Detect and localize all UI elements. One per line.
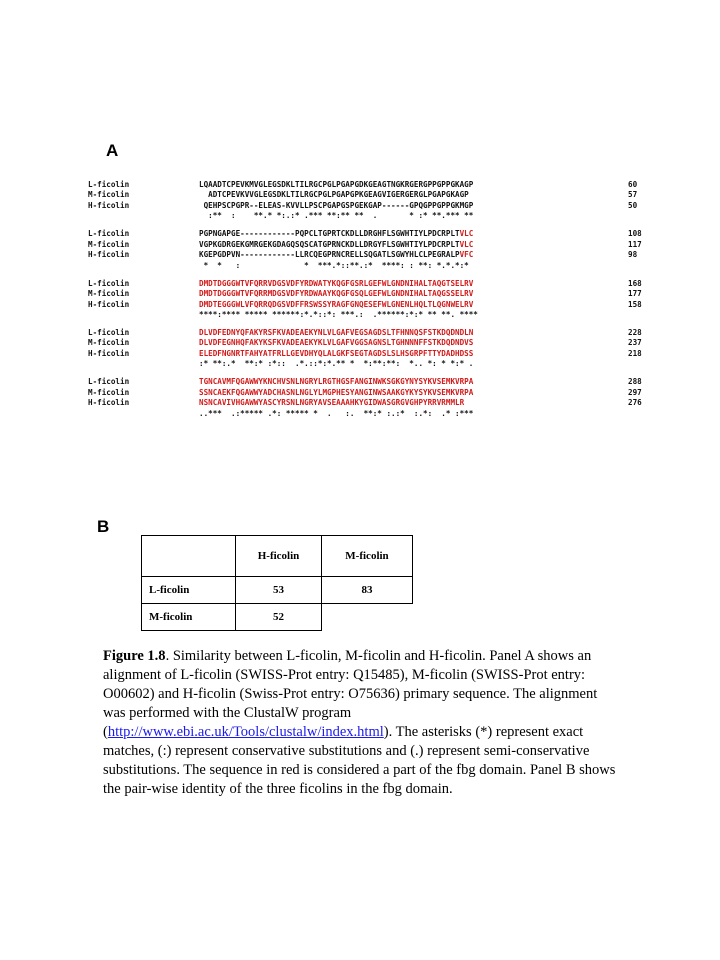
sequence-name: L-ficolin [88,328,130,338]
panel-a-label: A [106,141,119,160]
table-row [142,604,413,631]
residue-count: 60 [628,180,638,189]
fbg-domain-sequence: NSNCAVIVHGAWWYASCYRSNLNGRYAVSEAAAHKYGIDWASGRGVGHPYRRVRMMLR [199,398,465,408]
consensus-row [88,211,658,221]
residue-count: 98 [628,250,638,260]
residue-count: 117 [628,239,642,249]
consensus-row [88,261,658,271]
alignment-block [88,279,658,321]
alignment-row [88,377,658,387]
sequence-text: QEHPSCPGPR--ELEAS-KVVLLPSCPGAPGSPGEKGAP------GPQGPPGPPGKMGP [199,200,474,210]
alignment-row [88,300,658,310]
alignment-block [88,377,658,419]
sequence-text: PGPNGAPGE------------PQPCLTGPRTCKDLLDRGHFLSGWHTIYLPDCRPLT [199,229,460,239]
consensus-row [88,310,658,320]
alignment-block [88,328,658,370]
alignment-row [88,349,658,359]
residue-count: 228 [628,328,642,338]
residue-count: 57 [628,190,638,200]
table-corner-cell [142,536,236,577]
fbg-domain-sequence: DLVDFEDNYQFAKYRSFKVADEAEKYNLVLGAFVEGSAGDSLTFHNNQSFSTKDQDNDLN [199,328,474,338]
consensus-symbols: * * : * ***.*::**.:* ****: : **: *.*.*:* [199,260,469,270]
alignment-row [88,338,658,348]
consensus-symbols: ..*** .:***** .*: ***** * . :. **:* :.:* :.*: .* :*** [199,408,474,418]
row-header: L-ficolin [142,577,236,604]
table-header-row [142,536,413,577]
sequence-name: L-ficolin [88,377,130,387]
sequence-name: H-ficolin [88,398,130,408]
consensus-row [88,359,658,369]
sequence-name: L-ficolin [88,180,130,189]
fbg-domain-sequence: SSNCAEKFQGAWWYADCHASNLNGLYLMGPHESYANGINWSAAKGYKYSYKVSEMKVRPA [199,387,474,397]
residue-count: 50 [628,200,638,210]
residue-count: 158 [628,299,642,309]
alignment-row [88,279,658,289]
column-header: H-ficolin [236,536,322,577]
row-header: M-ficolin [142,604,236,631]
sequence-name: H-ficolin [88,250,130,260]
alignment-row [88,328,658,338]
identity-value: 53 [236,577,322,604]
sequence-name: M-ficolin [88,387,130,397]
identity-value: 52 [236,604,322,631]
residue-count: 237 [628,338,642,348]
sequence-name: M-ficolin [88,338,130,348]
figure-label: Figure 1.8 [103,648,166,664]
sequence-name: M-ficolin [88,239,130,249]
figure-caption [103,647,623,799]
alignment-row [88,240,658,250]
consensus-row [88,409,658,419]
alignment-row [88,398,658,408]
sequence-name: H-ficolin [88,299,130,309]
caption-text: . Similarity between L-ficolin, M-ficolin and H-ficolin. Panel A shows an alignment of L-ficolin (SWISS-Prot entry: Q15485), M-ficolin (SWISS-Prot entry: O00602) and H-ficolin (Swiss-Prot entry: O75636) primary sequence. The alignment was performed with the ClustalW program ( [103,648,598,740]
sequence-text: ADTCPEVKVVGLEGSDKLTILRGCPGLPGAPGPKGEAGVIGERGERGLPGAPGKAGP [199,190,469,200]
fbg-domain-sequence: DMDTDGGGWTVFQRRVDGSVDFYRDWATYKQGFGSRLGEFWLGNDNIHALTAQGTSELRV [199,278,474,288]
clustalw-link[interactable]: http://www.ebi.ac.uk/Tools/clustalw/index.html [107,724,384,740]
panel-b-label: B [97,517,110,536]
fbg-domain-sequence: TGNCAVMFQGAWWYKNCHVSNLNGRYLRGTHGSFANGINWKSGKGYNYSYKVSEMKVRPA [199,377,474,387]
sequence-name: H-ficolin [88,348,130,358]
fbg-domain-sequence: VLC [459,239,474,249]
alignment-block [88,180,658,222]
sequence-alignment [88,180,658,427]
fbg-domain-sequence: VFC [459,250,474,260]
alignment-row [88,388,658,398]
identity-table [141,535,413,631]
identity-value: 83 [322,577,413,604]
sequence-text: VGPKGDRGEKGMRGEKGDAGQSQSCATGPRNCKDLLDRGYFLSGWHTIYLPDCRPLT [199,239,460,249]
sequence-text: LQAADTCPEVKMVGLEGSDKLTILRGCPGLPGAPGDKGEAGTNGKRGERGPPGPPGKAGP [199,180,474,189]
sequence-text: KGEPGDPVN------------LLRCQEGPRNCRELLSQGATLSGWYHLCLPEGRALP [199,250,460,260]
alignment-row [88,180,658,190]
empty-cell [322,604,413,631]
consensus-symbols: :* **:.* **:* :*:: .*.::*:*.** * *:**:**: *.. *: * *:* . [199,359,474,369]
residue-count: 177 [628,289,642,299]
alignment-row [88,289,658,299]
alignment-row [88,229,658,239]
consensus-symbols: :** : **.* *:.:* .*** **:** ** . * :* **.*** ** [199,211,474,221]
alignment-row [88,190,658,200]
fbg-domain-sequence: ELEDFNGNRTFAHYATFRLLGEVDHYQLALGKFSEGTAGDSLSLHSGRPFTTYDADHDSS [199,348,474,358]
fbg-domain-sequence: VLC [459,229,474,239]
alignment-row [88,201,658,211]
column-header: M-ficolin [322,536,413,577]
sequence-name: M-ficolin [88,289,130,299]
residue-count: 218 [628,348,642,358]
sequence-name: M-ficolin [88,190,130,200]
sequence-name: H-ficolin [88,200,130,210]
fbg-domain-sequence: DMDTDGGGWTVFQRRMDGSVDFYRDWAAYKQGFGSQLGEFWLGNDNIHALTAQGSSELRV [199,289,474,299]
residue-count: 168 [628,278,642,288]
consensus-symbols: ****:**** ***** ******:*.*::*: ***.: .******:*:* ** **. **** [199,309,478,319]
fbg-domain-sequence: DMDTEGGGWLVFQRRQDGSVDFFRSWSSYRAGFGNQESEFWLGNENLHQLTLQGNWELRV [199,299,474,309]
sequence-name: L-ficolin [88,278,130,288]
table-row [142,577,413,604]
fbg-domain-sequence: DLVDFEGNHQFAKYKSFKVADEAEKYKLVLGAFVGGSAGNSLTGHNNNFFSTKDQDNDVS [199,338,474,348]
residue-count: 108 [628,229,642,239]
alignment-block [88,229,658,271]
residue-count: 276 [628,398,642,408]
residue-count: 288 [628,377,642,387]
caption-text: ). The asterisks (*) represent exact matches, (:) represent conservative substitutions and (.) represent semi-conservative substitutions. The sequence in red is considered a part of the fbg domain. Panel B shows the pair-wise identity of the three ficolins in the fbg domain. [103,724,616,797]
alignment-row [88,250,658,260]
residue-count: 297 [628,387,642,397]
sequence-name: L-ficolin [88,229,130,239]
